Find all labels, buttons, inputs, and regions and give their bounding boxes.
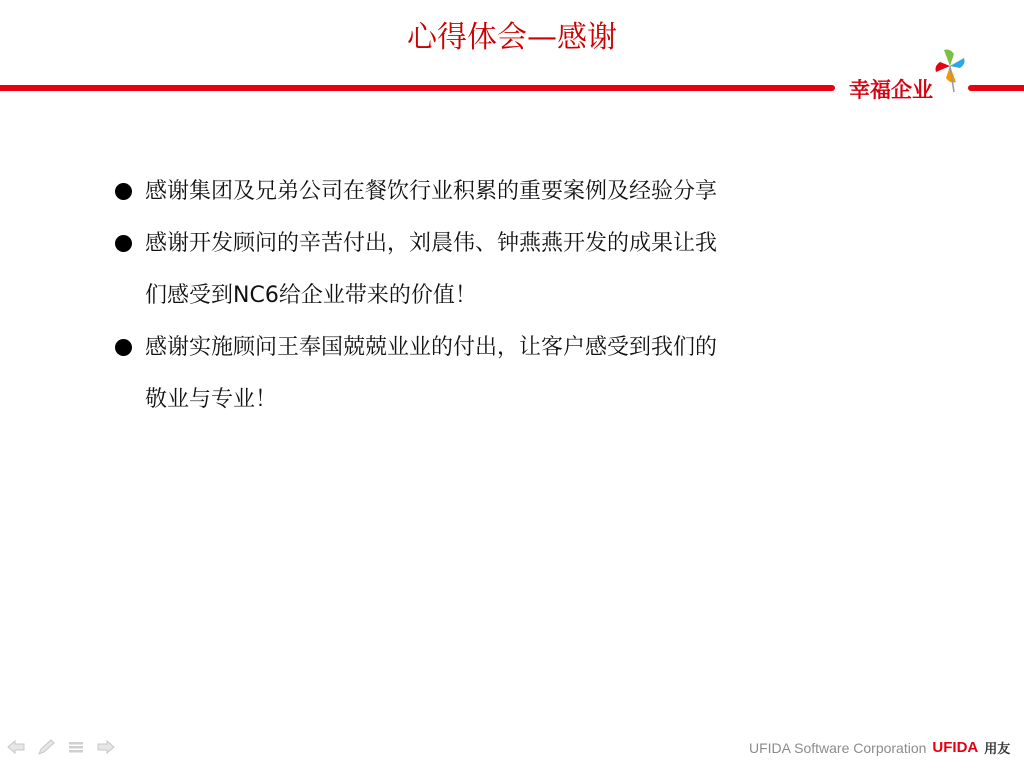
brand-logo [845, 46, 970, 104]
footer-logo-chinese: 用友 [984, 742, 1011, 757]
brand-name: 幸福企业 [849, 78, 933, 102]
bullet-list [110, 166, 900, 426]
bullet-dot-icon [115, 339, 132, 356]
pinwheel-icon [934, 46, 966, 92]
slide-navigation [6, 738, 116, 756]
forward-arrow-icon[interactable] [96, 738, 116, 756]
header-divider-right [968, 85, 1024, 91]
footer-brand [749, 738, 1010, 757]
header-divider-left [0, 85, 835, 91]
bullet-text: 感谢开发顾问的辛苦付出，刘晨伟、钟燕燕开发的成果让我 们感受到NC6给企业带来的价值！ [145, 231, 718, 308]
slide-title: 心得体会—感谢 [407, 20, 617, 55]
bullet-item [110, 166, 900, 218]
bullet-text: 感谢实施顾问王奉国兢兢业业的付出，让客户感受到我们的 敬业与专业！ [145, 335, 718, 412]
bullet-item [110, 218, 900, 322]
bullet-dot-icon [115, 235, 132, 252]
menu-icon[interactable] [66, 738, 86, 756]
bullet-dot-icon [115, 183, 132, 200]
bullet-item [110, 322, 900, 426]
footer-logo-latin: UFIDA [932, 739, 979, 756]
footer-company-name: UFIDA Software Corporation [749, 739, 927, 756]
bullet-text: 感谢集团及兄弟公司在餐饮行业积累的重要案例及经验分享 [145, 179, 718, 204]
back-arrow-icon[interactable] [6, 738, 26, 756]
pen-icon[interactable] [36, 738, 56, 756]
